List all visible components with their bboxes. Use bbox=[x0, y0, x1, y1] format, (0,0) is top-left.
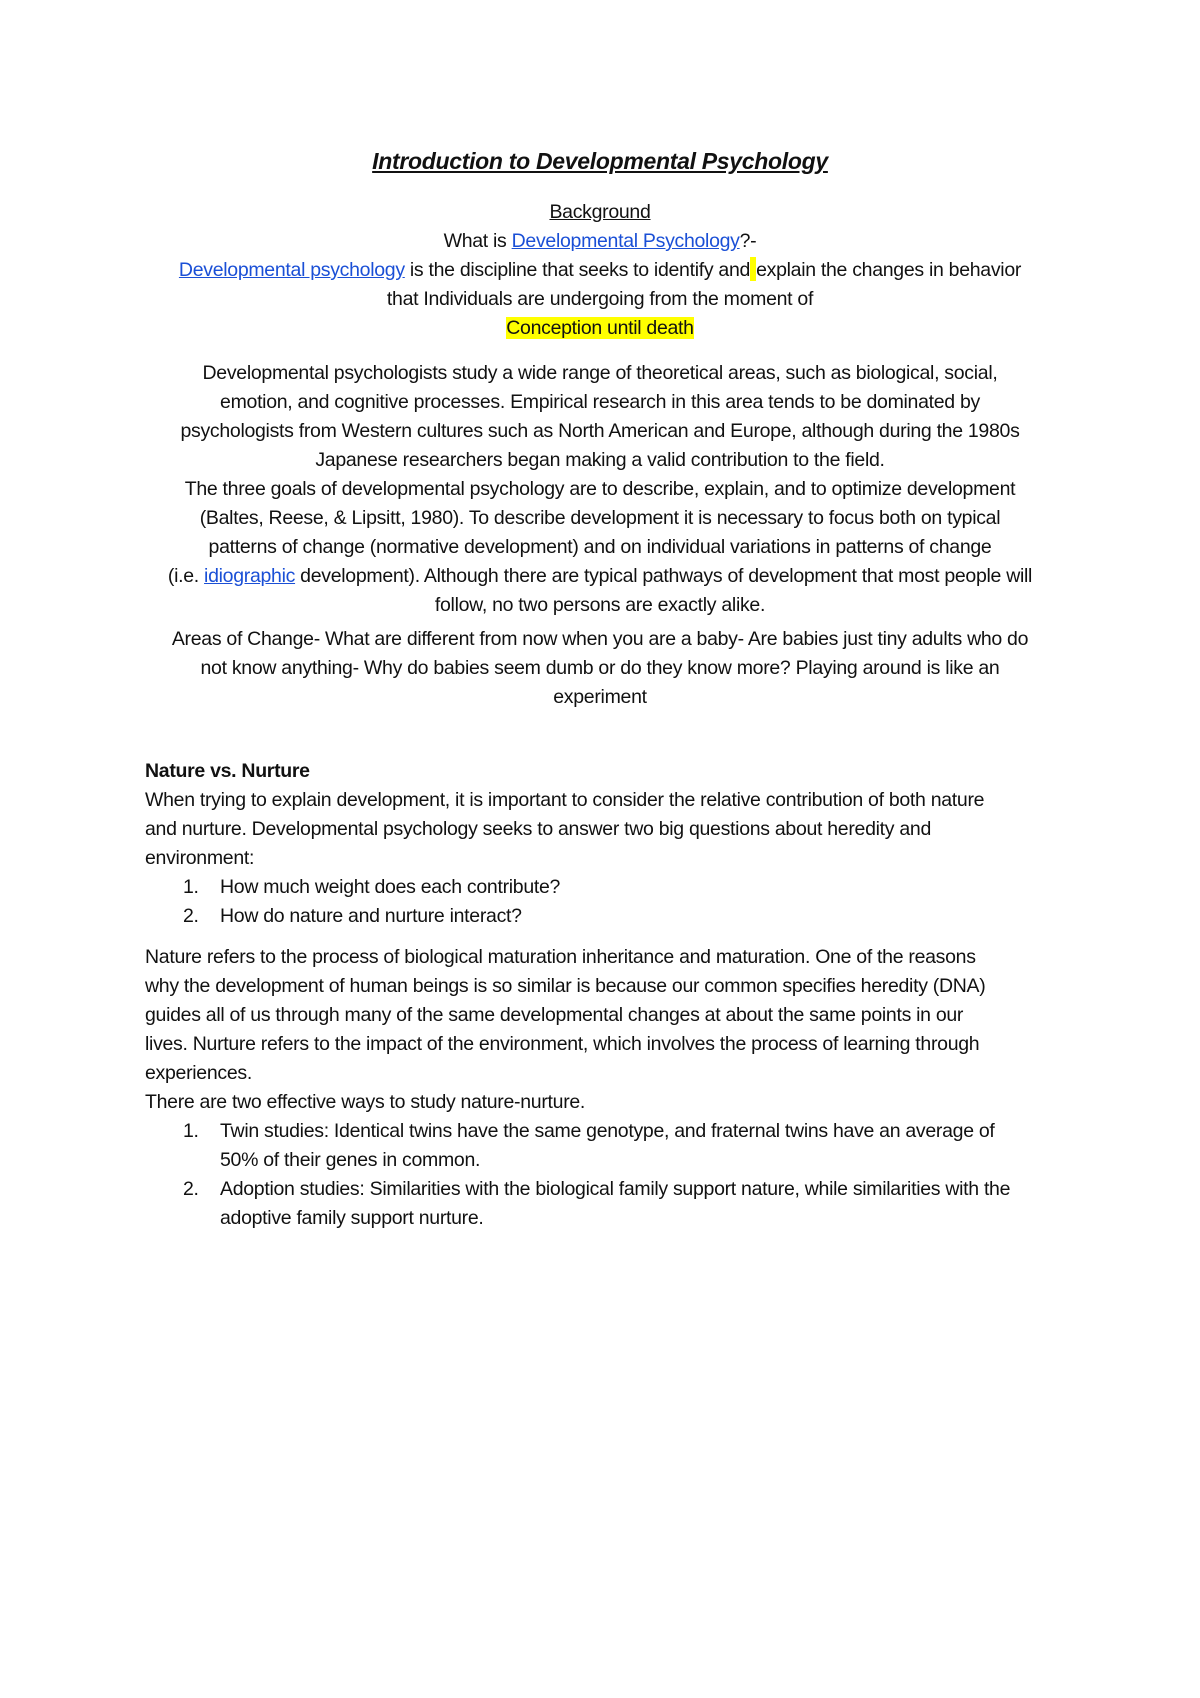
definition-line-1: Developmental psychology is the discipline that seeks to identify and explain the changes in behavior bbox=[178, 259, 1022, 281]
paragraph-line: and nurture. Developmental psychology seeks to answer two big questions about heredity and bbox=[145, 818, 931, 840]
developmental-psychology-link[interactable]: Developmental Psychology bbox=[511, 230, 740, 252]
paragraph-line: There are two effective ways to study nature-nurture. bbox=[145, 1091, 586, 1113]
question-line: What is Developmental Psychology?- bbox=[443, 230, 757, 252]
definition-line-3 bbox=[140, 314, 1060, 343]
paragraph-line: The three goals of developmental psychology are to describe, explain, and to optimize development bbox=[184, 478, 1016, 500]
paragraph-line: When trying to explain development, it is important to consider the relative contribution of both nature bbox=[145, 789, 985, 811]
paragraph-line: psychologists from Western cultures such as North American and Europe, although during the 1980s bbox=[180, 420, 1020, 442]
idiographic-link[interactable]: idiographic bbox=[204, 565, 296, 587]
questions-list bbox=[145, 873, 1075, 931]
background-section bbox=[140, 198, 1060, 343]
nature-nurture-heading: Nature vs. Nurture bbox=[145, 760, 310, 782]
paragraph-line: follow, no two persons are exactly alike. bbox=[434, 594, 766, 616]
list-item: 1. Twin studies: Identical twins have the same genotype, and fraternal twins have an average of 50% of their genes in common. bbox=[183, 1120, 995, 1171]
list-item: 1. How much weight does each contribute? bbox=[183, 876, 561, 898]
paragraph-line: why the development of human beings is so similar is because our common specifies heredity (DNA) bbox=[145, 975, 986, 997]
paragraph-line: environment: bbox=[145, 847, 255, 869]
paragraph-line: patterns of change (normative development) and on individual variations in patterns of change bbox=[208, 536, 992, 558]
paragraph-line: (i.e. idiographic development). Although there are typical pathways of development that most people will bbox=[167, 565, 1033, 587]
paragraph-line: Developmental psychologists study a wide range of theoretical areas, such as biological, social, bbox=[202, 362, 998, 384]
highlighted-text: Conception until death bbox=[506, 317, 694, 339]
areas-of-change-paragraph bbox=[140, 625, 1060, 712]
background-heading: Background bbox=[549, 201, 651, 223]
definition-line-2: that Individuals are undergoing from the moment of bbox=[386, 288, 814, 310]
paragraph-line: (Baltes, Reese, & Lipsitt, 1980). To describe development it is necessary to focus both on typical bbox=[199, 507, 1001, 529]
theory-paragraph bbox=[140, 359, 1060, 620]
nature-paragraph bbox=[145, 943, 1075, 1233]
paragraph-line: lives. Nurture refers to the impact of the environment, which involves the process of learning through bbox=[145, 1033, 980, 1055]
studies-list bbox=[145, 1117, 1075, 1233]
paragraph-line: emotion, and cognitive processes. Empirical research in this area tends to be dominated by bbox=[220, 391, 980, 413]
nature-nurture-section bbox=[145, 757, 1075, 931]
paragraph-line: experiment bbox=[553, 686, 647, 708]
paragraph-line: Japanese researchers began making a valid contribution to the field. bbox=[315, 449, 885, 471]
paragraph-line: experiences. bbox=[145, 1062, 252, 1084]
list-item: 2. How do nature and nurture interact? bbox=[183, 905, 522, 927]
paragraph-line: guides all of us through many of the same developmental changes at about the same points in our bbox=[145, 1004, 964, 1026]
paragraph-line: not know anything- Why do babies seem dumb or do they know more? Playing around is like an bbox=[200, 657, 1000, 679]
list-item: 2. Adoption studies: Similarities with the biological family support nature, while similarities with the adoptive family support nurture. bbox=[183, 1178, 1011, 1229]
document-title: Introduction to Developmental Psychology bbox=[372, 148, 828, 174]
developmental-psychology-def-link[interactable]: Developmental psychology bbox=[178, 259, 405, 281]
paragraph-line: Areas of Change- What are different from now when you are a baby- Are babies just tiny adults who do bbox=[171, 628, 1029, 650]
paragraph-line: Nature refers to the process of biological maturation inheritance and maturation. One of the reasons bbox=[145, 946, 976, 968]
